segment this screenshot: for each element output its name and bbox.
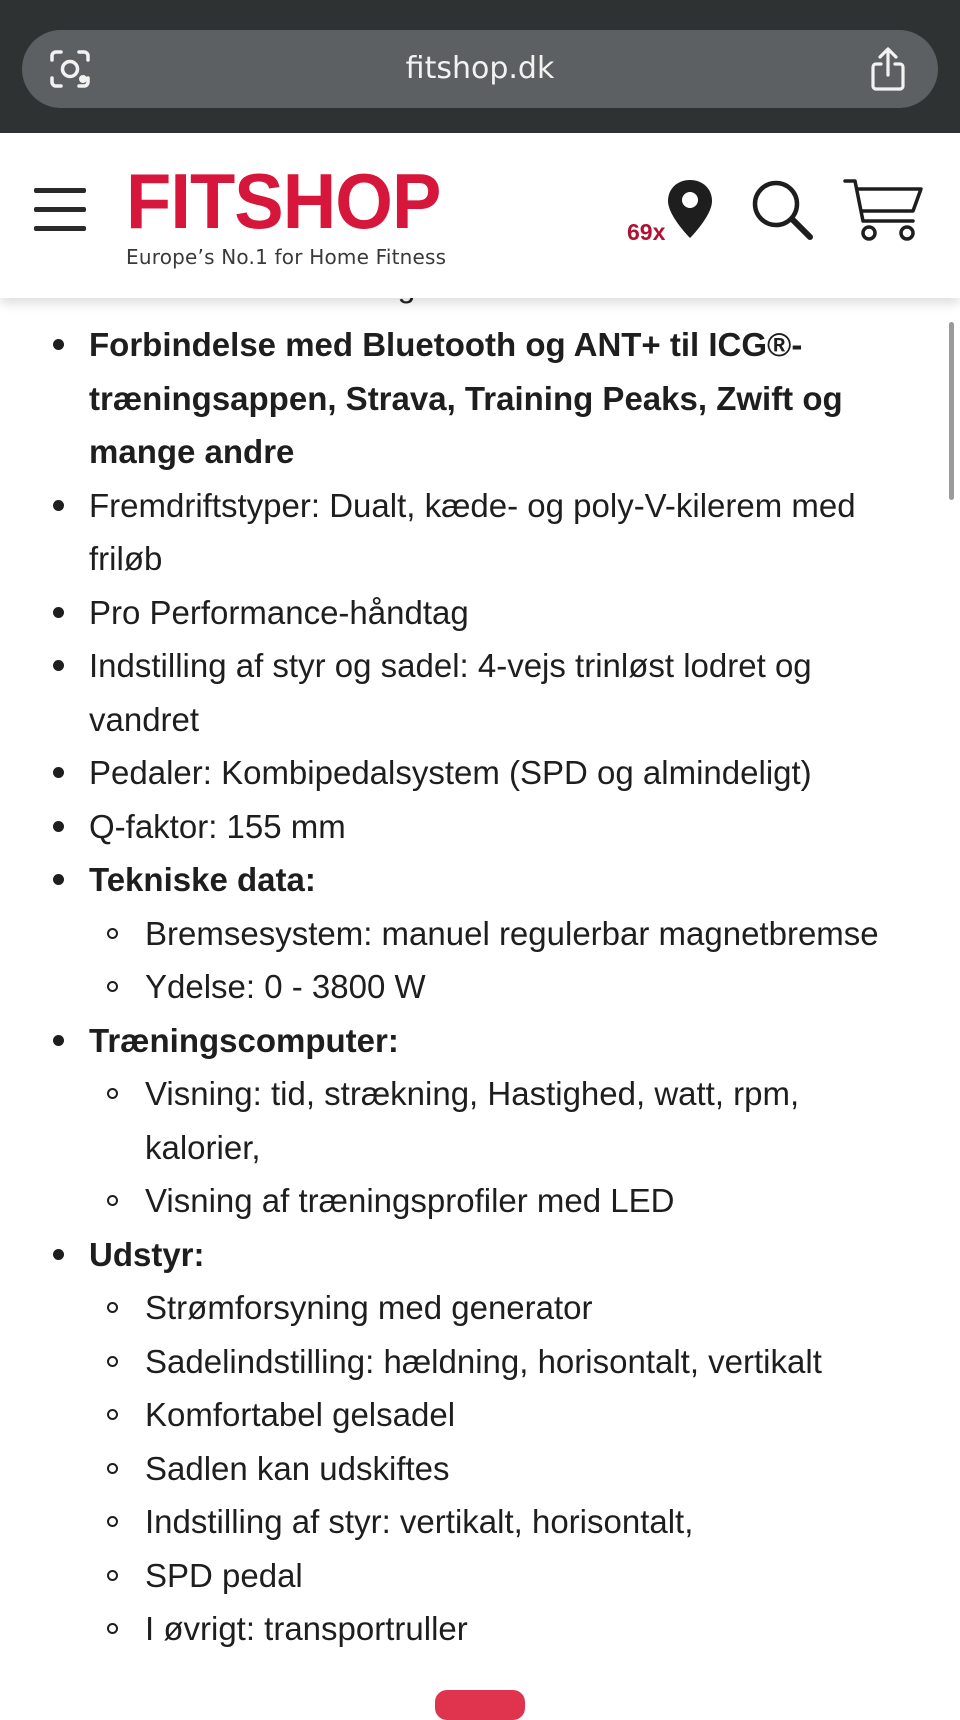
store-count[interactable]: 69x [627,219,666,245]
list-item [0,1014,960,1228]
sub-list [89,1281,920,1656]
sub-list [89,907,920,1014]
fitshop-logo[interactable] [126,157,456,269]
url-text[interactable]: fitshop.dk [405,51,555,86]
sub-list-item: Indstilling af styr: vertikalt, horisontalt, [89,1495,920,1549]
list-item [0,586,960,640]
sub-list [89,1067,920,1228]
list-item-text: Træningscomputer: [89,1021,399,1059]
cart-icon[interactable] [843,177,925,243]
logo-wordmark: FITSHOP [126,157,441,245]
list-item [0,746,960,800]
sub-list-item: I øvrigt: transportruller [89,1602,920,1656]
list-item [0,1228,960,1656]
sub-list-item: Komfortabel gelsadel [89,1388,920,1442]
list-item-text: Pro Performance-håndtag [89,593,469,631]
sub-list-item: Sadlen kan udskiftes [89,1442,920,1496]
sub-list-item: Visning af træningsprofiler med LED [89,1174,920,1228]
sub-list-item: Strømforsyning med generator [89,1281,920,1335]
list-item [0,853,960,1014]
sub-list-item: Sadelindstilling: hældning, horisontalt, vertikalt [89,1335,920,1389]
list-item-text: Fremdriftstyper: Dualt, kæde- og poly-V-kilerem med friløb [89,486,856,577]
list-item [0,479,960,586]
list-item-text: Q-faktor: 155 mm [89,807,346,845]
list-item [0,639,960,746]
list-item [0,800,960,854]
share-icon[interactable] [868,46,908,92]
spec-list [0,318,960,1656]
search-icon[interactable] [750,179,816,241]
sub-list-item: Visning: tid, strækning, Hastighed, watt, rpm, kalorier, [89,1067,920,1174]
list-item [0,318,960,479]
browser-toolbar [0,0,960,133]
list-item-text: Pedaler: Kombipedalsystem (SPD og almindeligt) [89,754,812,791]
scrollbar[interactable] [949,322,954,500]
product-description [0,298,960,1707]
list-item-text: Tekniske data: [89,861,316,898]
floating-tab[interactable] [435,1690,525,1720]
address-bar[interactable] [22,30,938,108]
location-pin-icon[interactable] [666,178,714,240]
list-item-text: Forbindelse med Bluetooth og ANT+ til ICG®-træningsappen, Strava, Training Peaks, Zwift og mange andre [89,326,843,470]
sub-list-item: SPD pedal [89,1549,920,1603]
sub-list-item: Bremsesystem: manuel regulerbar magnetbremse [89,907,920,961]
list-item-text: Udstyr: [89,1235,205,1273]
list-item-text: Indstilling af styr og sadel: 4-vejs trinløst lodret og vandret [89,647,812,738]
menu-icon[interactable] [34,183,86,235]
site-header [0,133,960,298]
logo-tagline: Europe’s No.1 for Home Fitness [126,245,447,269]
sub-list-item: Ydelse: 0 - 3800 W [89,960,920,1014]
